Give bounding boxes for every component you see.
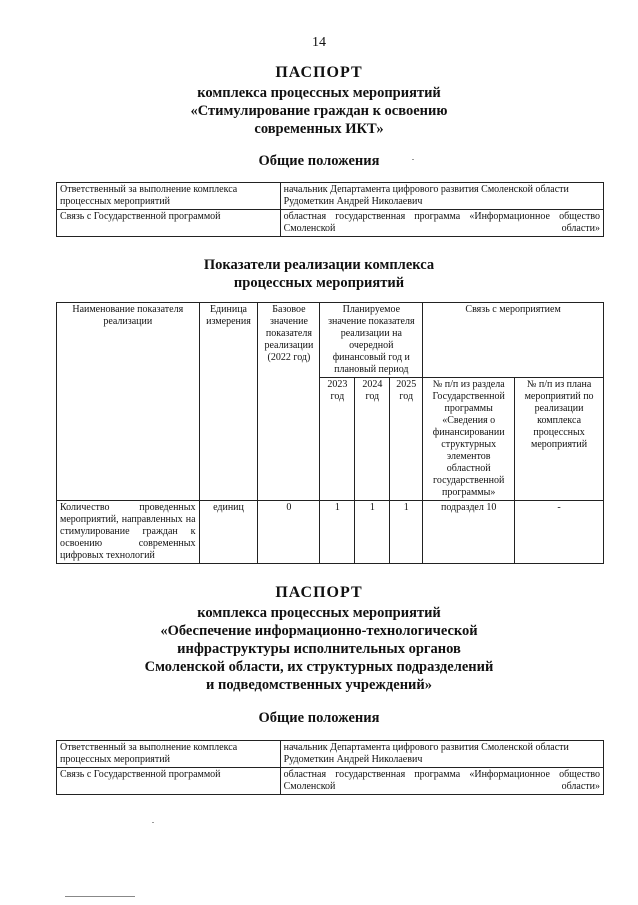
passport-heading: ПАСПОРТ (275, 584, 363, 601)
plan-ref-cell: - (515, 501, 604, 564)
general-provisions-heading: Общие положения (258, 153, 380, 169)
passport-title-line: «Обеспечение информационно-технологической (160, 623, 478, 639)
general-provisions-heading: Общие положения (258, 710, 380, 726)
table-row (57, 741, 604, 768)
header-year-2024: 2024 год (355, 378, 390, 501)
table-cell-value: областная государственная программа «Информационное общество Смоленской области» (280, 210, 603, 237)
passport-title-line: Смоленской области, их структурных подразделений (144, 659, 494, 675)
scan-speck (412, 159, 414, 160)
table-cell-value: начальник Департамента цифрового развития Смоленской области Рудометкин Андрей Николаевич (280, 183, 603, 210)
table-row (57, 768, 604, 795)
footer-rule (65, 896, 135, 897)
table-cell-label: Связь с Государственной программой (57, 210, 281, 237)
header-indicator-name: Наименование показателя реализации (57, 303, 200, 501)
page-number: 14 (312, 35, 326, 50)
table-row (57, 501, 604, 564)
indicators-heading (0, 256, 638, 292)
table-header-row (57, 303, 604, 378)
table-row (57, 183, 604, 210)
header-link: Связь с мероприятием (423, 303, 604, 378)
header-plan-ref: № п/п из плана мероприятий по реализации комплекса процессных мероприятий (515, 378, 604, 501)
passport-title-line: инфраструктуры исполнительных органов (177, 641, 461, 657)
base-value-cell: 0 (258, 501, 320, 564)
passport-title-line: комплекса процессных мероприятий (197, 85, 441, 101)
passport-title-line: и подведомственных учреждений» (205, 677, 433, 693)
general-provisions-table (56, 740, 604, 795)
general-provisions-table (56, 182, 604, 237)
header-year-2023: 2023 год (320, 378, 355, 501)
table-cell-label: Ответственный за выполнение комплекса процессных мероприятий (57, 183, 281, 210)
table-cell-label: Связь с Государственной программой (57, 768, 281, 795)
header-section-ref: № п/п из раздела Государственной программы «Сведения о финансировании структурных элементов областной государственной программы» (423, 378, 515, 501)
indicators-heading-line: процессных мероприятий (233, 275, 405, 291)
table-row (57, 210, 604, 237)
passport-title (0, 84, 638, 138)
passport-title (0, 604, 638, 694)
header-base-value: Базовое значение показателя реализации (2022 год) (258, 303, 320, 501)
value-2024-cell: 1 (355, 501, 390, 564)
value-2023-cell: 1 (320, 501, 355, 564)
table-cell-value: начальник Департамента цифрового развития Смоленской области Рудометкин Андрей Николаевич (280, 741, 603, 768)
scan-speck (152, 822, 154, 823)
unit-cell: единиц (199, 501, 258, 564)
section-ref-cell: подраздел 10 (423, 501, 515, 564)
table-cell-value: областная государственная программа «Информационное общество Смоленской области» (280, 768, 603, 795)
indicators-table (56, 302, 604, 564)
passport-heading: ПАСПОРТ (275, 64, 363, 81)
header-planned-value: Планируемое значение показателя реализации на очередной финансовый год и плановый период (320, 303, 423, 378)
passport-title-line: комплекса процессных мероприятий (197, 605, 441, 621)
header-unit: Единица измерения (199, 303, 258, 501)
table-cell-label: Ответственный за выполнение комплекса процессных мероприятий (57, 741, 281, 768)
indicators-heading-line: Показатели реализации комплекса (203, 257, 435, 273)
passport-title-line: современных ИКТ» (254, 121, 384, 137)
indicator-name-cell: Количество проведенных мероприятий, направленных на стимулирование граждан к освоению современных цифровых технологий (57, 501, 200, 564)
passport-title-line: «Стимулирование граждан к освоению (190, 103, 448, 119)
header-year-2025: 2025 год (390, 378, 423, 501)
value-2025-cell: 1 (390, 501, 423, 564)
